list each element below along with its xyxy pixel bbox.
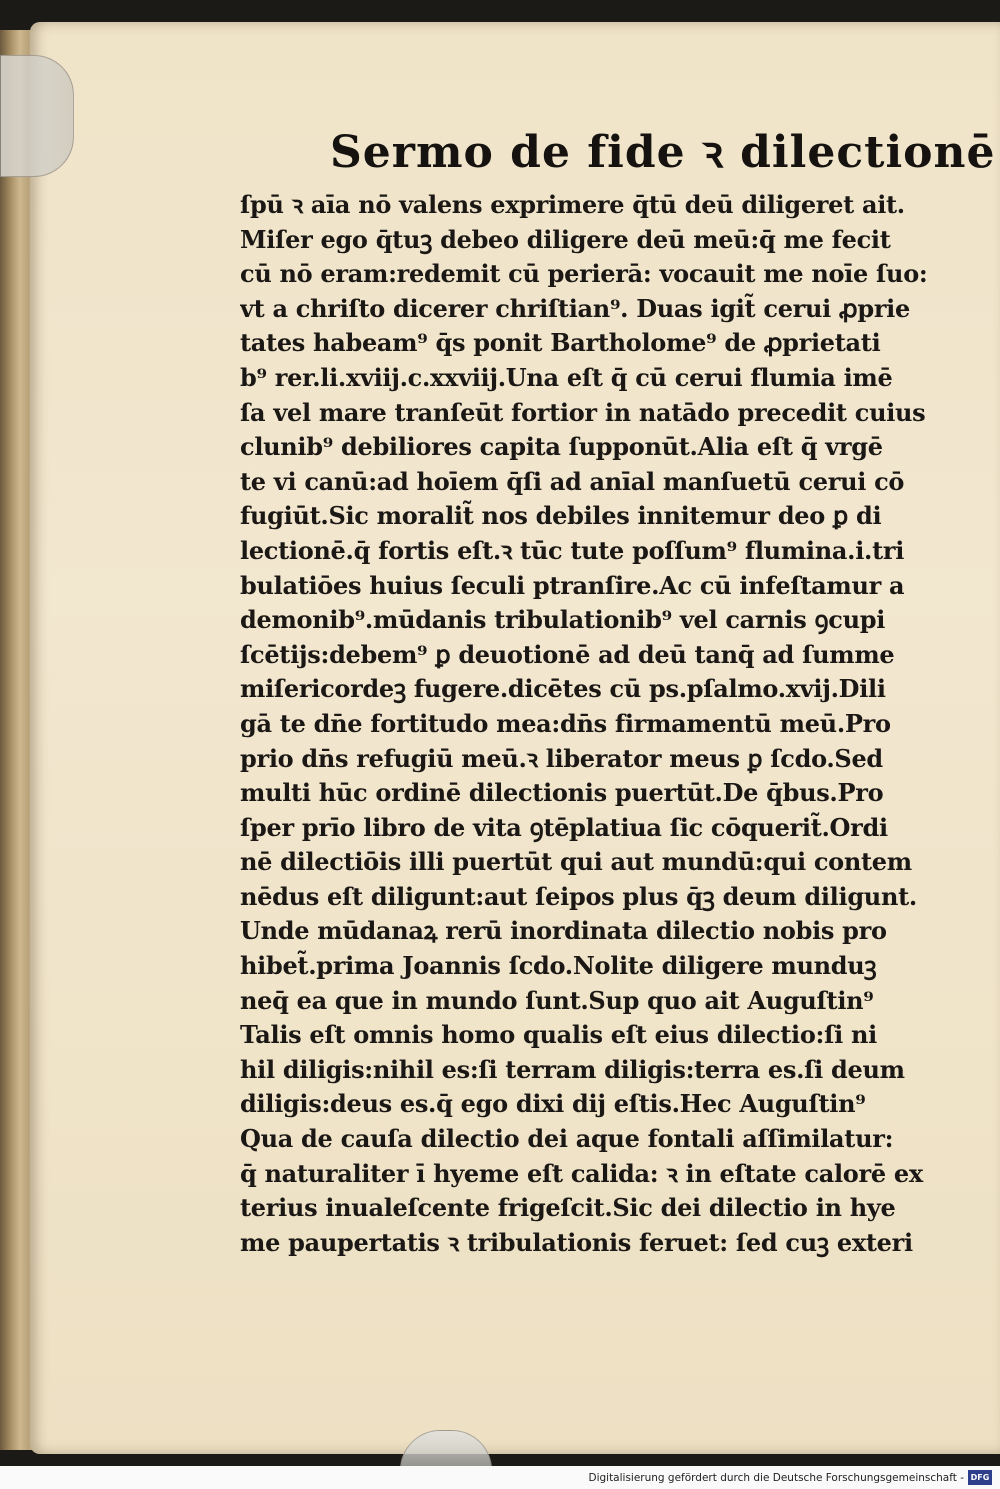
text-line: hil diligis:nihil es:ſi terram diligis:terra es.ſi deum: [240, 1054, 905, 1084]
page-heading: Sermo de fide ꝛ dilectionē: [330, 127, 996, 178]
text-line: b⁹ rer.li.xviij.c.xxviij.Una eſt q̄ cū cerui flumia imē: [240, 362, 893, 392]
text-line: neq̄ ea que in mundo ſunt.Sup quo ait Auguſtin⁹: [240, 985, 874, 1015]
text-line: cū nō eram:redemit cū perierā: vocauit me noīe ſuo:: [240, 259, 928, 289]
text-line: te vi canū:ad hoīem q̄ſi ad anīal manſuetū cerui cō: [240, 466, 905, 496]
text-line: Unde mūdanaꝝ rerū inordinata dilectio nobis pro: [240, 916, 887, 946]
text-line: gā te dn̄e fortitudo mea:dn̄s firmamentū meū.Pro: [240, 708, 891, 738]
text-line: bulatiōes huius ſeculi ptranſire.Ac cū infeſtamur a: [240, 570, 905, 600]
text-line: demonib⁹.mūdanis tribulationib⁹ vel carnis ꝯcupi: [240, 605, 886, 635]
body-text: [240, 188, 960, 1260]
text-line: ſa vel mare tranſeūt fortior in natādo precedit cuius: [240, 397, 926, 427]
text-line: q̄ naturaliter ī hyeme eſt calida: ꝛ in eſtate calorē ex: [240, 1158, 923, 1188]
text-line: Talis eſt omnis homo qualis eſt eius dilectio:ſi ni: [240, 1020, 877, 1050]
text-line: ſpū ꝛ aīa nō valens exprimere q̄tū deū diligeret ait.: [240, 190, 905, 219]
text-line: me paupertatis ꝛ tribulationis feruet: ſed cuꝫ exteri: [240, 1227, 913, 1257]
text-line: multi hūc ordinē dilectionis puertūt.De q̄bus.Pro: [240, 778, 884, 808]
text-line: ſcētijs:debem⁹ ꝑ deuotionē ad deū tanq̄ ad ſumme: [240, 639, 895, 669]
text-line: miſericordeꝫ fugere.dicētes cū ps.pſalmo.xvij.Dili: [240, 674, 886, 704]
text-line: tates habeam⁹ q̄s ponit Bartholome⁹ de ꝓprietati: [240, 328, 881, 358]
text-line: vt a chriſto dicerer chriſtian⁹. Duas igit̃ cerui ꝓprie: [240, 293, 910, 323]
text-line: nēdus eſt diligunt:aut ſeipos plus q̄ꝫ deum diligunt.: [240, 881, 917, 911]
dfg-logo: DFG: [968, 1470, 992, 1485]
footer-bar: [0, 1466, 1000, 1489]
text-line: prio dn̄s refugiū meū.ꝛ liberator meus ꝑ ſcdo.Sed: [240, 743, 883, 773]
text-line: fugiūt.Sic moralit̃ nos debiles innitemur deo ꝑ di: [240, 501, 882, 531]
funding-credit: Digitalisierung gefördert durch die Deutsche Forschungsgemeinschaft -: [588, 1472, 964, 1484]
page-clip-top: [0, 55, 74, 177]
text-line: terius inualeſcente frigeſcit.Sic dei dilectio in hye: [240, 1193, 896, 1223]
text-line: Qua de cauſa dilectio dei aque fontali aſſimilatur:: [240, 1124, 894, 1154]
text-line: Miſer ego q̄tuꝫ debeo diligere deū meū:q̄ me fecit: [240, 224, 891, 254]
text-line: ſper prīo libro de vita ꝯtēplatiua ſic cōquerit̃.Ordi: [240, 812, 888, 842]
text-line: hibet̃.prima Joannis ſcdo.Nolite diligere munduꝫ: [240, 951, 877, 981]
text-line: clunib⁹ debiliores capita ſupponūt.Alia eſt q̄ vrgē: [240, 432, 883, 462]
text-line: lectionē.q̄ fortis eſt.ꝛ tūc tute poſſum⁹ flumina.i.tri: [240, 535, 905, 565]
text-line: nē dilectiōis illi puertūt qui aut mundū:qui contem: [240, 847, 912, 877]
text-line: diligis:deus es.q̄ ego dixi dij eſtis.Hec Auguſtin⁹: [240, 1089, 866, 1119]
